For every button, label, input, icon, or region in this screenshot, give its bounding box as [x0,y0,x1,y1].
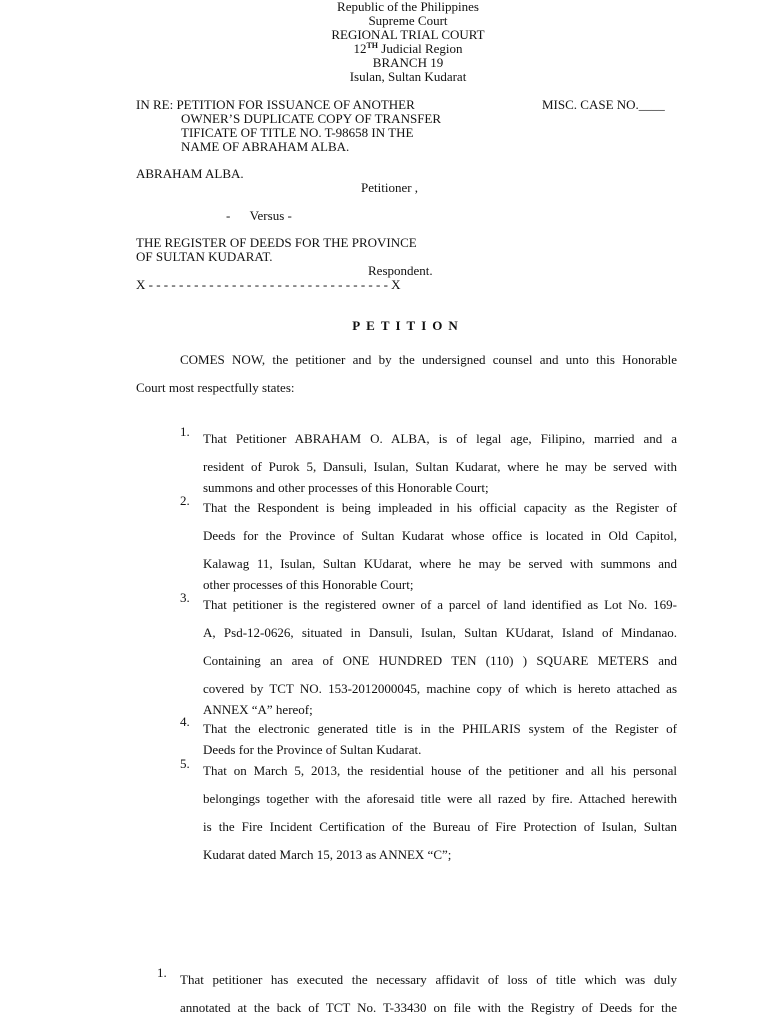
item-line: summons and other processes of this Honorable Court; [203,480,489,495]
item-number: 4. [180,714,190,729]
item-text [180,966,677,1022]
header-branch: BRANCH 19 [372,55,444,70]
item-line: Deeds for the Province of Sultan Kudarat. [203,742,422,757]
petitioner-label: Petitioner , [361,180,419,195]
item-line: resident of Purok 5, Dansuli, Isulan, Sultan Kudarat, where he may be served with [203,459,677,474]
item-text [203,715,677,757]
item-number: 1. [180,424,190,439]
in-re-line-4: NAME OF ABRAHAM ALBA. [181,139,350,154]
item-line: That on March 5, 2013, the residential house of the petitioner and all his personal [203,763,677,778]
item-line: Containing an area of ONE HUNDRED TEN (110) ) SQUARE METERS and [203,653,677,668]
item-line: That petitioner is the registered owner of a parcel of land identified as Lot No. 169- [203,597,677,612]
item-text [203,757,677,869]
item-number: 2. [180,493,190,508]
document-title: PETITION [352,318,464,333]
item-line: Kudarat dated March 15, 2013 as ANNEX “C”; [203,847,452,862]
item-text [203,425,677,495]
item-line: annotated at the back of TCT No. T-33430 on file with the Registry of Deeds for the [180,1000,677,1015]
item-number: 5. [180,756,190,771]
region-number: 12 [353,41,367,56]
item-line: ANNEX “A” hereof; [203,702,313,717]
item-line: That the Respondent is being impleaded in his official capacity as the Register of [203,500,677,515]
region-text: Judicial Region [378,41,463,56]
header-judicial-region [0,42,768,56]
misc-case-number: MISC. CASE NO.____ [542,97,665,112]
item-line: belongings together with the aforesaid title were all razed by fire. Attached herewith [203,791,677,806]
header-supreme-court: Supreme Court [368,13,448,28]
item-line: That petitioner has executed the necessary affidavit of loss of title which was duly [180,972,677,987]
item-line: covered by TCT NO. 153-2012000045, machine copy of which is hereto attached as [203,681,677,696]
intro-line-1: COMES NOW, the petitioner and by the undersigned counsel and unto this Honorable [180,352,677,367]
item-line: That Petitioner ABRAHAM O. ALBA, is of legal age, Filipino, married and a [203,431,677,446]
item-line: That the electronic generated title is in the PHILARIS system of the Register of [203,721,677,736]
item-line: Deeds for the Province of Sultan Kudarat whose office is located in Old Capitol, [203,528,677,543]
item-line: Kalawag 11, Isulan, Sultan KUdarat, where he may be served with summons and [203,556,677,571]
item-text [203,494,677,592]
item-line: other processes of this Honorable Court; [203,577,414,592]
region-suffix: TH [366,41,379,50]
item-number: 1. [157,965,167,980]
in-re-line-1: IN RE: PETITION FOR ISSUANCE OF ANOTHER [136,97,415,112]
versus-label: - Versus - [226,208,292,223]
item-line: is the Fire Incident Certification of the Bureau of Fire Protection of Isulan, Sultan [203,819,677,834]
respondent-line-2: OF SULTAN KUDARAT. [136,249,273,264]
caption-divider: X - - - - - - - - - - - - - - - - - - - - - - - - - - - - - - - - X [136,277,401,292]
respondent-line-1: THE REGISTER OF DEEDS FOR THE PROVINCE [136,235,417,250]
respondent-label: Respondent. [368,263,433,278]
header-regional-trial-court: REGIONAL TRIAL COURT [331,27,485,42]
petitioner-name: ABRAHAM ALBA. [136,166,244,181]
intro-line-2: Court most respectfully states: [136,380,295,395]
item-text [203,591,677,717]
item-number: 3. [180,590,190,605]
in-re-line-3: TIFICATE OF TITLE NO. T-98658 IN THE [181,125,414,140]
in-re-line-2: OWNER’S DUPLICATE COPY OF TRANSFER [181,111,442,126]
item-line: A, Psd-12-0626, situated in Dansuli, Isulan, Sultan KUdarat, Island of Mindanao. [203,625,677,640]
header-location: Isulan, Sultan Kudarat [349,69,467,84]
header-republic: Republic of the Philippines [337,0,479,14]
